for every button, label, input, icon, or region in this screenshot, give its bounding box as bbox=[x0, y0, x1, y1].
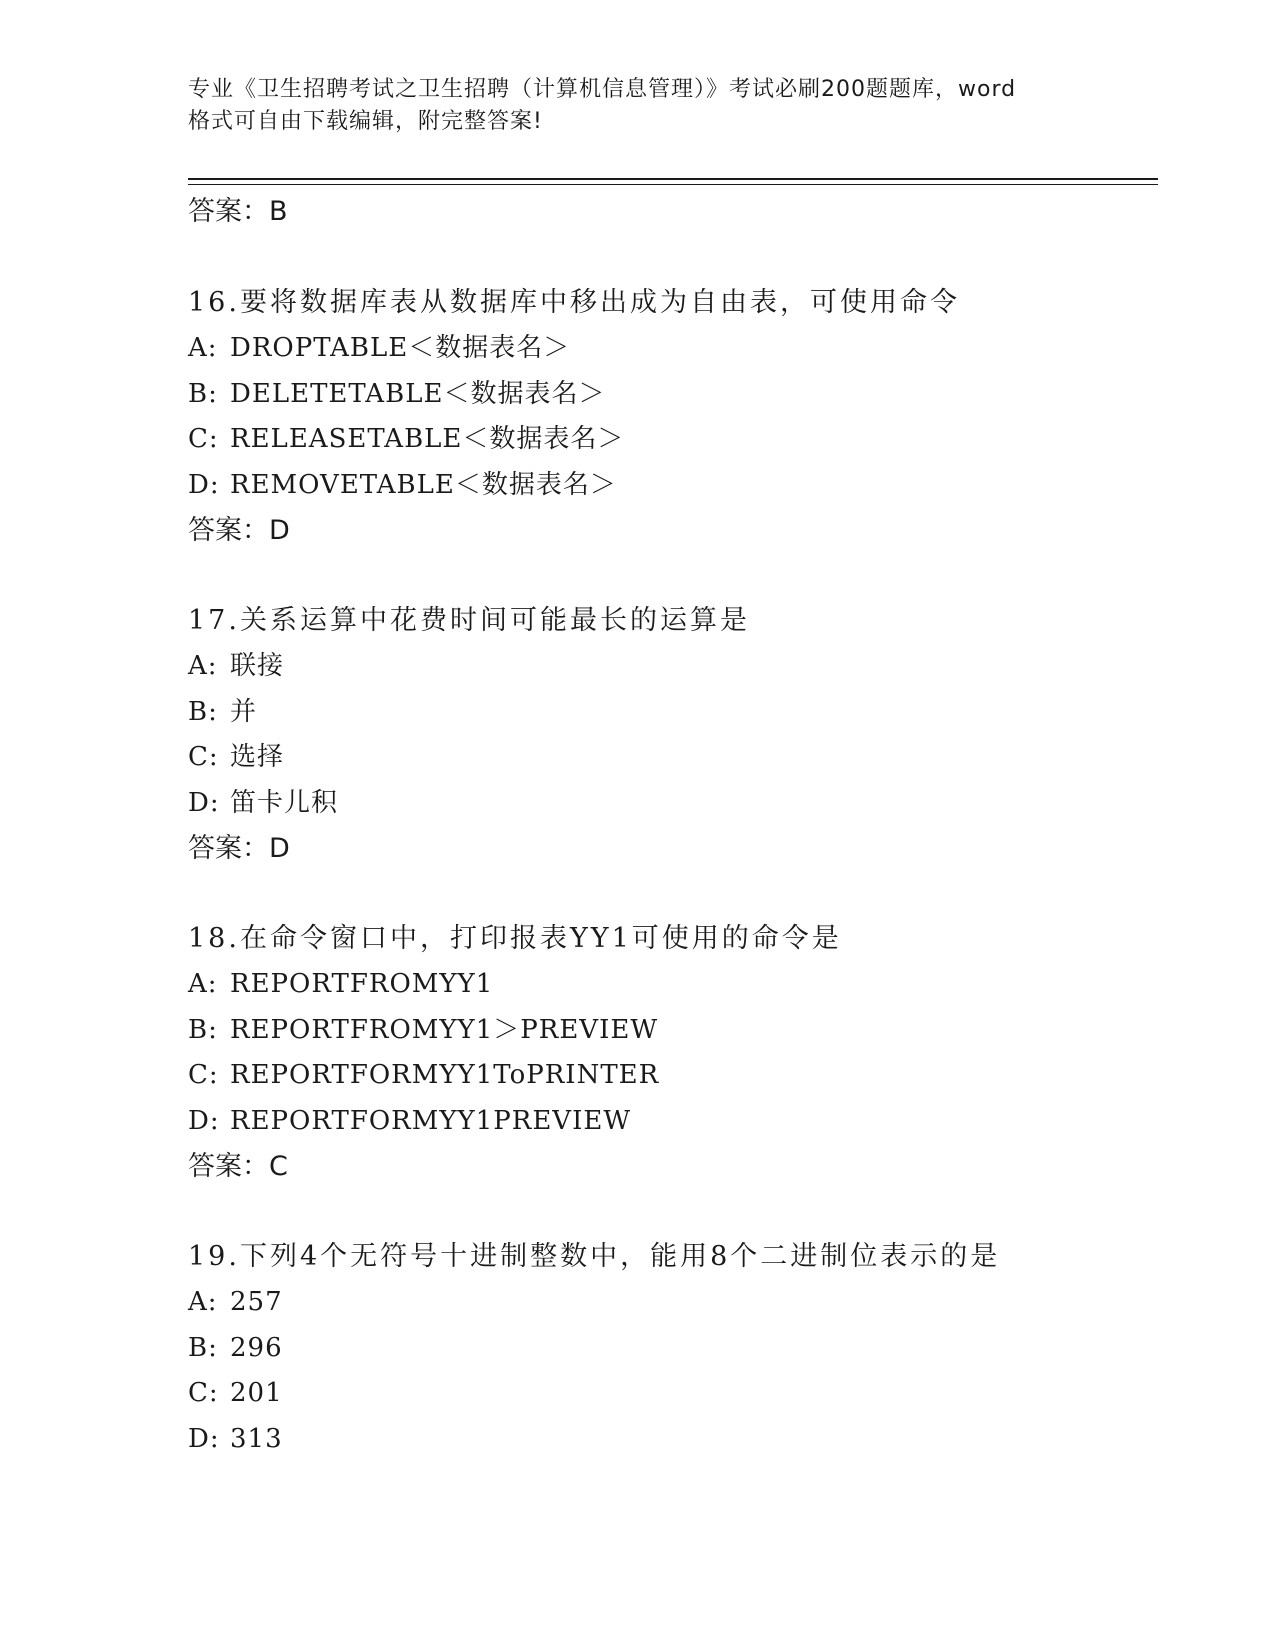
option-text: 笛卡儿积 bbox=[230, 787, 339, 818]
option-letter: D: bbox=[188, 469, 220, 500]
question-block-19 bbox=[188, 1234, 1168, 1462]
option-text: REPORTFORMYY1ToPRINTER bbox=[230, 1060, 660, 1090]
header-line-1: 专业《卫生招聘考试之卫生招聘（计算机信息管理）》考试必刷200题题库，word bbox=[188, 77, 1017, 102]
option-text: 选择 bbox=[230, 742, 285, 772]
option-letter: C: bbox=[188, 1060, 219, 1090]
option-letter: B: bbox=[188, 696, 218, 727]
option-d bbox=[188, 781, 1168, 827]
header-divider bbox=[188, 178, 1158, 180]
option-text: 313 bbox=[230, 1423, 283, 1454]
option-letter: D: bbox=[188, 1423, 220, 1454]
spacer bbox=[188, 872, 1168, 916]
option-letter: C: bbox=[188, 742, 219, 772]
spacer bbox=[188, 1190, 1168, 1234]
spacer bbox=[188, 554, 1168, 598]
question-block-18 bbox=[188, 916, 1168, 1190]
option-a bbox=[188, 1280, 1168, 1326]
option-d bbox=[188, 463, 1168, 509]
option-c bbox=[188, 1371, 1168, 1417]
header-divider-thin bbox=[188, 184, 1158, 185]
option-a bbox=[188, 326, 1168, 372]
option-text: 并 bbox=[230, 696, 258, 727]
option-letter: D: bbox=[188, 1105, 220, 1136]
option-b bbox=[188, 1008, 1168, 1054]
option-c bbox=[188, 735, 1168, 781]
option-b bbox=[188, 690, 1168, 736]
option-text: REPORTFROMYY1 bbox=[230, 969, 494, 999]
option-letter: A: bbox=[188, 651, 218, 681]
option-letter: A: bbox=[188, 1287, 218, 1317]
answer-line: 答案：D bbox=[188, 515, 290, 546]
option-d bbox=[188, 1099, 1168, 1145]
option-b bbox=[188, 1326, 1168, 1372]
question-list bbox=[188, 188, 1168, 1462]
option-letter: A: bbox=[188, 333, 218, 363]
option-text: REPORTFORMYY1PREVIEW bbox=[230, 1105, 632, 1136]
option-text: 296 bbox=[230, 1332, 283, 1363]
option-letter: C: bbox=[188, 424, 219, 454]
option-letter: D: bbox=[188, 787, 220, 818]
option-text: 联接 bbox=[230, 651, 285, 681]
question-block-16 bbox=[188, 280, 1168, 554]
spacer bbox=[188, 236, 1168, 280]
option-letter: A: bbox=[188, 969, 218, 999]
header-line-2: 格式可自由下载编辑，附完整答案! bbox=[188, 109, 543, 134]
answer-line: 答案：D bbox=[188, 833, 290, 864]
option-b bbox=[188, 372, 1168, 418]
question-block-17 bbox=[188, 598, 1168, 872]
question-text: 17.关系运算中花费时间可能最长的运算是 bbox=[188, 605, 750, 636]
question-text: 18.在命令窗口中，打印报表YY1可使用的命令是 bbox=[188, 923, 842, 954]
option-text: 257 bbox=[230, 1287, 283, 1317]
document-header bbox=[188, 74, 1088, 138]
option-text: RELEASETABLE＜数据表名＞ bbox=[230, 424, 625, 454]
option-c bbox=[188, 417, 1168, 463]
question-text: 19.下列4个无符号十进制整数中，能用8个二进制位表示的是 bbox=[188, 1241, 1001, 1272]
option-letter: B: bbox=[188, 1332, 218, 1363]
option-letter: B: bbox=[188, 1014, 218, 1045]
option-text: REPORTFROMYY1＞PREVIEW bbox=[230, 1014, 659, 1045]
option-text: 201 bbox=[230, 1378, 283, 1408]
question-text: 16.要将数据库表从数据库中移出成为自由表，可使用命令 bbox=[188, 287, 960, 318]
previous-answer: 答案：B bbox=[188, 196, 288, 227]
answer-line: 答案：C bbox=[188, 1151, 288, 1182]
option-letter: C: bbox=[188, 1378, 219, 1408]
option-text: REMOVETABLE＜数据表名＞ bbox=[230, 469, 617, 500]
option-a bbox=[188, 962, 1168, 1008]
option-text: DELETETABLE＜数据表名＞ bbox=[230, 378, 606, 409]
option-a bbox=[188, 644, 1168, 690]
option-c bbox=[188, 1053, 1168, 1099]
option-text: DROPTABLE＜数据表名＞ bbox=[230, 333, 571, 363]
option-d bbox=[188, 1417, 1168, 1463]
option-letter: B: bbox=[188, 378, 218, 409]
